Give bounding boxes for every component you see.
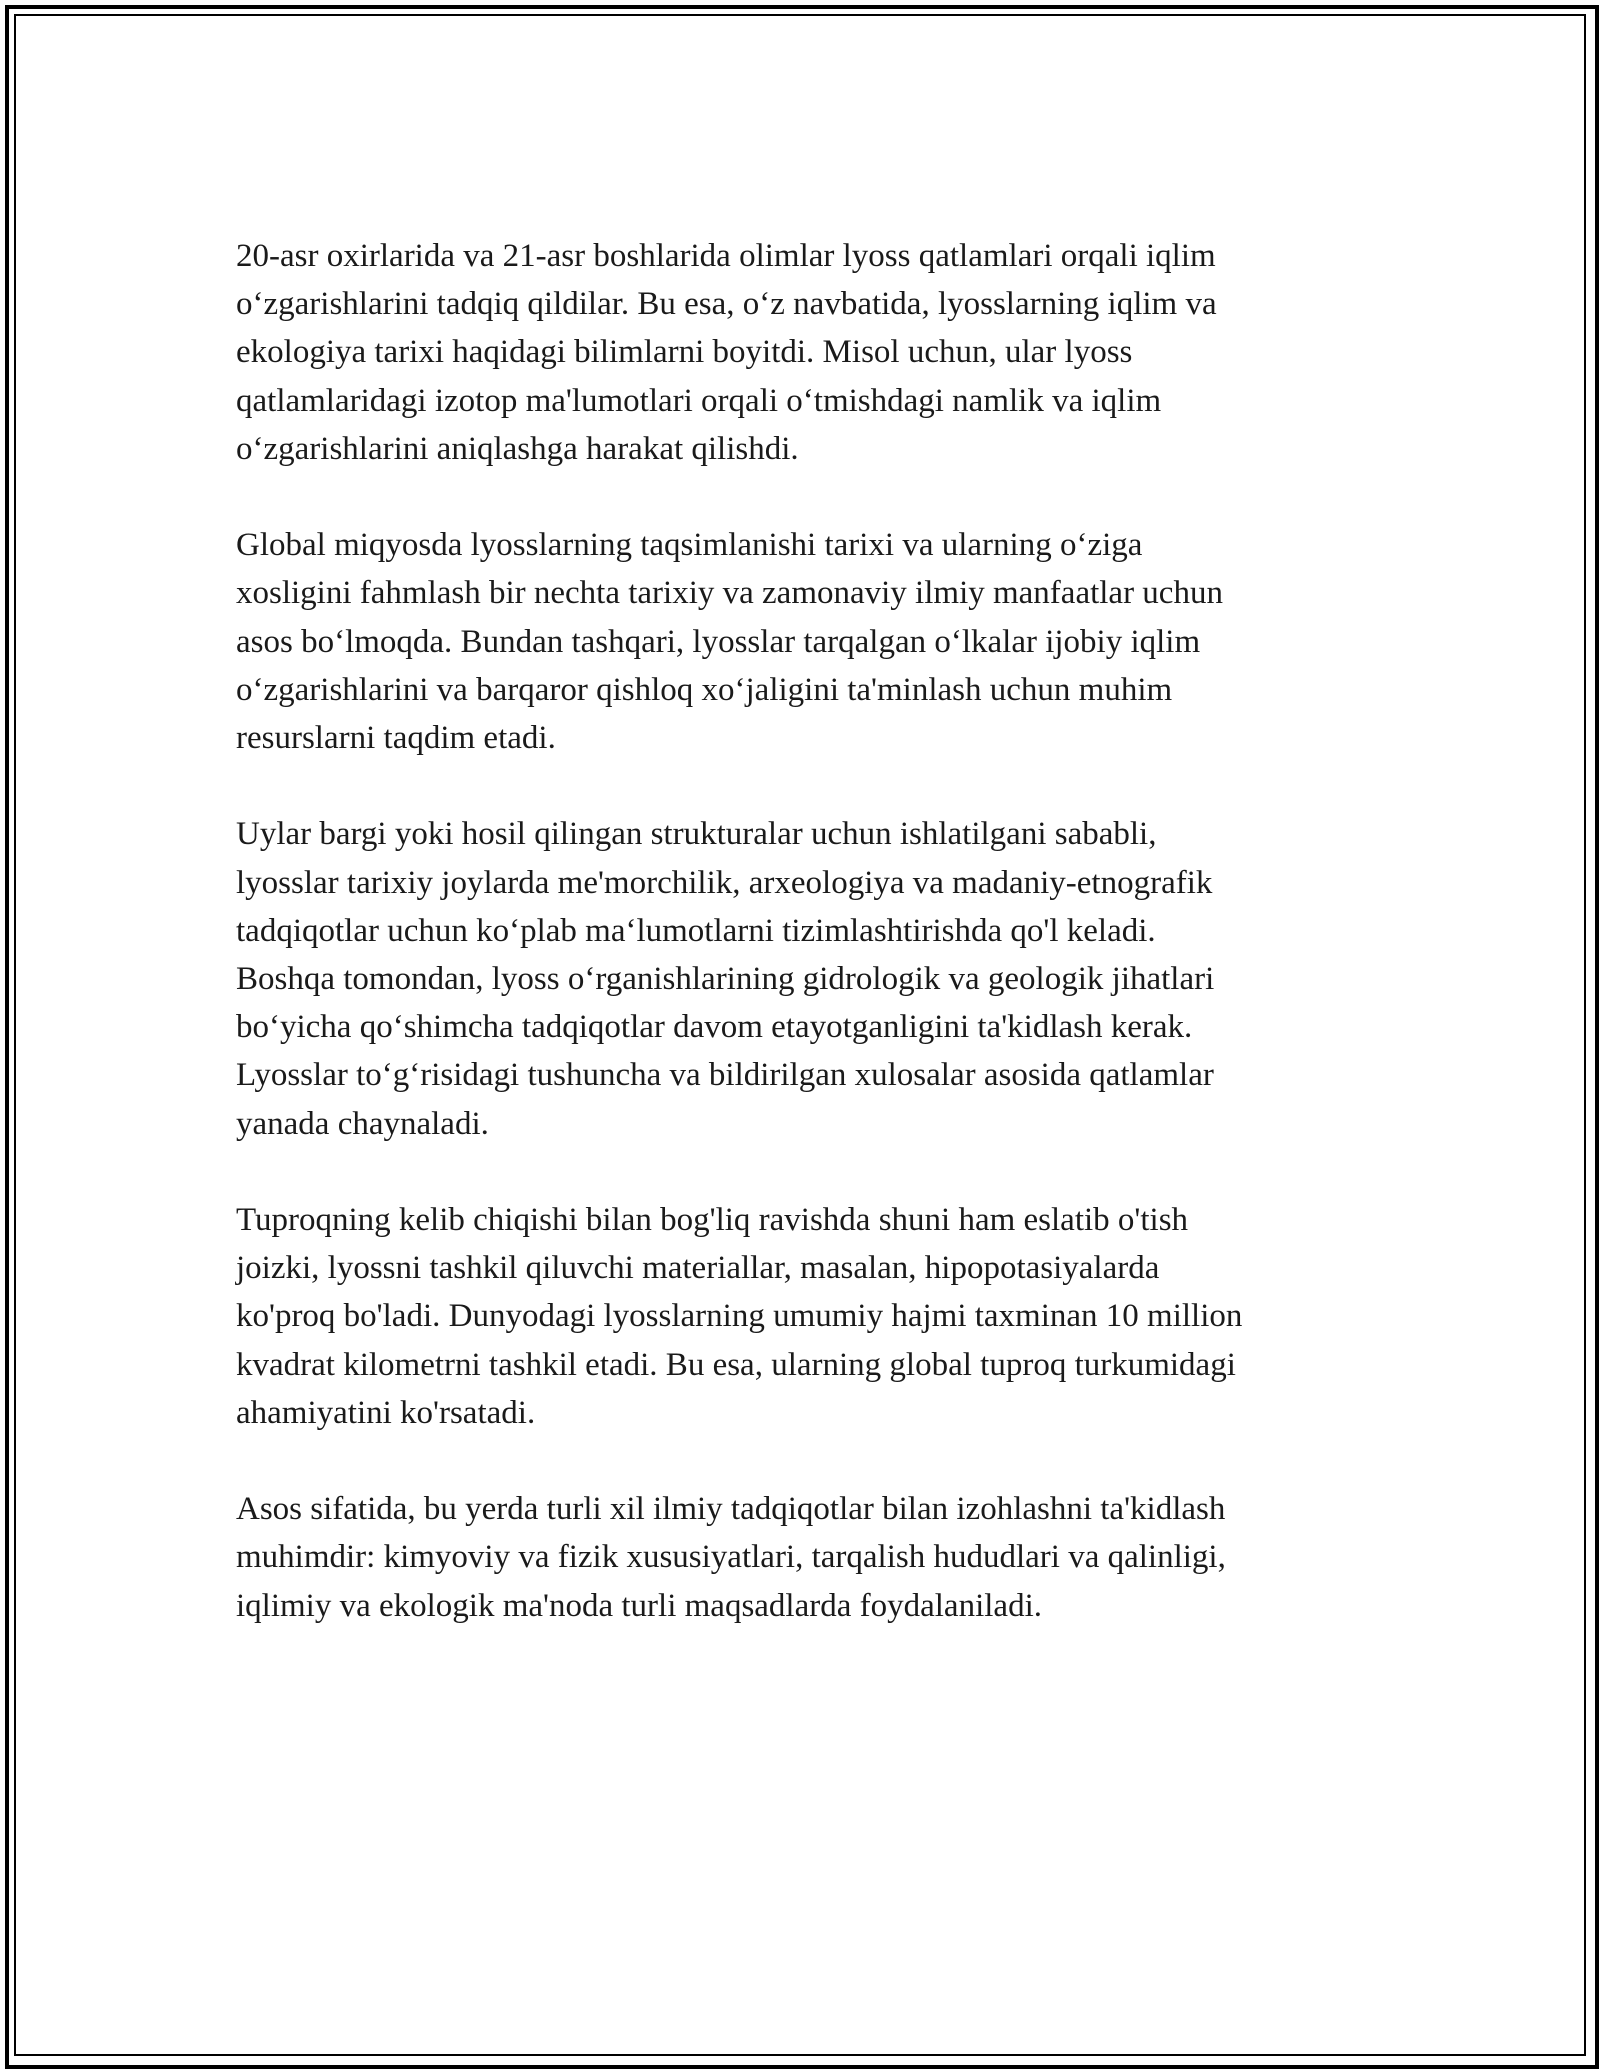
paragraph-1 — [236, 232, 1366, 473]
text-line: ahamiyatini ko'rsatadi. — [236, 1394, 536, 1431]
text-line: Uylar bargi yoki hosil qilingan strukturalar uchun ishlatilgani sababli, — [236, 816, 1157, 853]
text-line: resurslarni taqdim etadi. — [236, 720, 556, 757]
text-line: bo‘yicha qo‘shimcha tadqiqotlar davom etayotganligini ta'kidlash kerak. — [236, 1009, 1193, 1046]
text-line: o‘zgarishlarini va barqaror qishloq xo‘jaligini ta'minlash uchun muhim — [236, 671, 1173, 708]
text-line: qatlamlaridagi izotop ma'lumotlari orqali o‘tmishdagi namlik va iqlim — [236, 382, 1162, 419]
text-line: Asos sifatida, bu yerda turli xil ilmiy tadqiqotlar bilan izohlashni ta'kidlash — [236, 1491, 1226, 1528]
text-line: iqlimiy va ekologik ma'noda turli maqsadlarda foydalaniladi. — [236, 1587, 1042, 1624]
text-line: 20-asr oxirlarida va 21-asr boshlarida olimlar lyoss qatlamlari orqali iqlim — [236, 238, 1216, 274]
text-line: joizki, lyossni tashkil qiluvchi materiallar, masalan, hipopotasiyalarda — [236, 1250, 1160, 1287]
document-body — [236, 232, 1366, 1678]
text-line: xosligini fahmlash bir nechta tarixiy va zamonaviy ilmiy manfaatlar uchun — [236, 575, 1223, 612]
text-line: kvadrat kilometrni tashkil etadi. Bu esa, ularning global tuproq turkumidagi — [236, 1346, 1236, 1383]
paragraph-4 — [236, 1196, 1366, 1437]
paragraph-2 — [236, 521, 1366, 762]
text-line: ekologiya tarixi haqidagi bilimlarni boyitdi. Misol uchun, ular lyoss — [236, 334, 1133, 371]
text-line: asos bo‘lmoqda. Bundan tashqari, lyosslar tarqalgan o‘lkalar ijobiy iqlim — [236, 623, 1201, 660]
paragraph-3 — [236, 810, 1366, 1147]
text-line: ko'proq bo'ladi. Dunyodagi lyosslarning umumiy hajmi taxminan 10 million — [236, 1298, 1243, 1335]
text-line: Global miqyosda lyosslarning taqsimlanishi tarixi va ularning o‘ziga — [236, 527, 1143, 564]
paragraph-5 — [236, 1485, 1366, 1630]
text-line: yanada chaynaladi. — [236, 1105, 489, 1142]
text-line: o‘zgarishlarini aniqlashga harakat qilishdi. — [236, 430, 799, 467]
text-line: muhimdir: kimyoviy va fizik xususiyatlari, tarqalish hududlari va qalinligi, — [236, 1539, 1226, 1576]
text-line: tadqiqotlar uchun ko‘plab ma‘lumotlarni tizimlashtirishda qo'l keladi. — [236, 912, 1156, 949]
text-line: o‘zgarishlarini tadqiq qildilar. Bu esa, o‘z navbatida, lyosslarning iqlim va — [236, 286, 1217, 323]
text-line: Tuproqning kelib chiqishi bilan bog'liq ravishda shuni ham eslatib o'tish — [236, 1202, 1189, 1239]
text-line: lyosslar tarixiy joylarda me'morchilik, arxeologiya va madaniy-etnografik — [236, 864, 1213, 901]
text-line: Boshqa tomondan, lyoss o‘rganishlarining gidrologik va geologik jihatlari — [236, 961, 1215, 998]
text-line: Lyosslar to‘g‘risidagi tushuncha va bildirilgan xulosalar asosida qatlamlar — [236, 1057, 1214, 1094]
